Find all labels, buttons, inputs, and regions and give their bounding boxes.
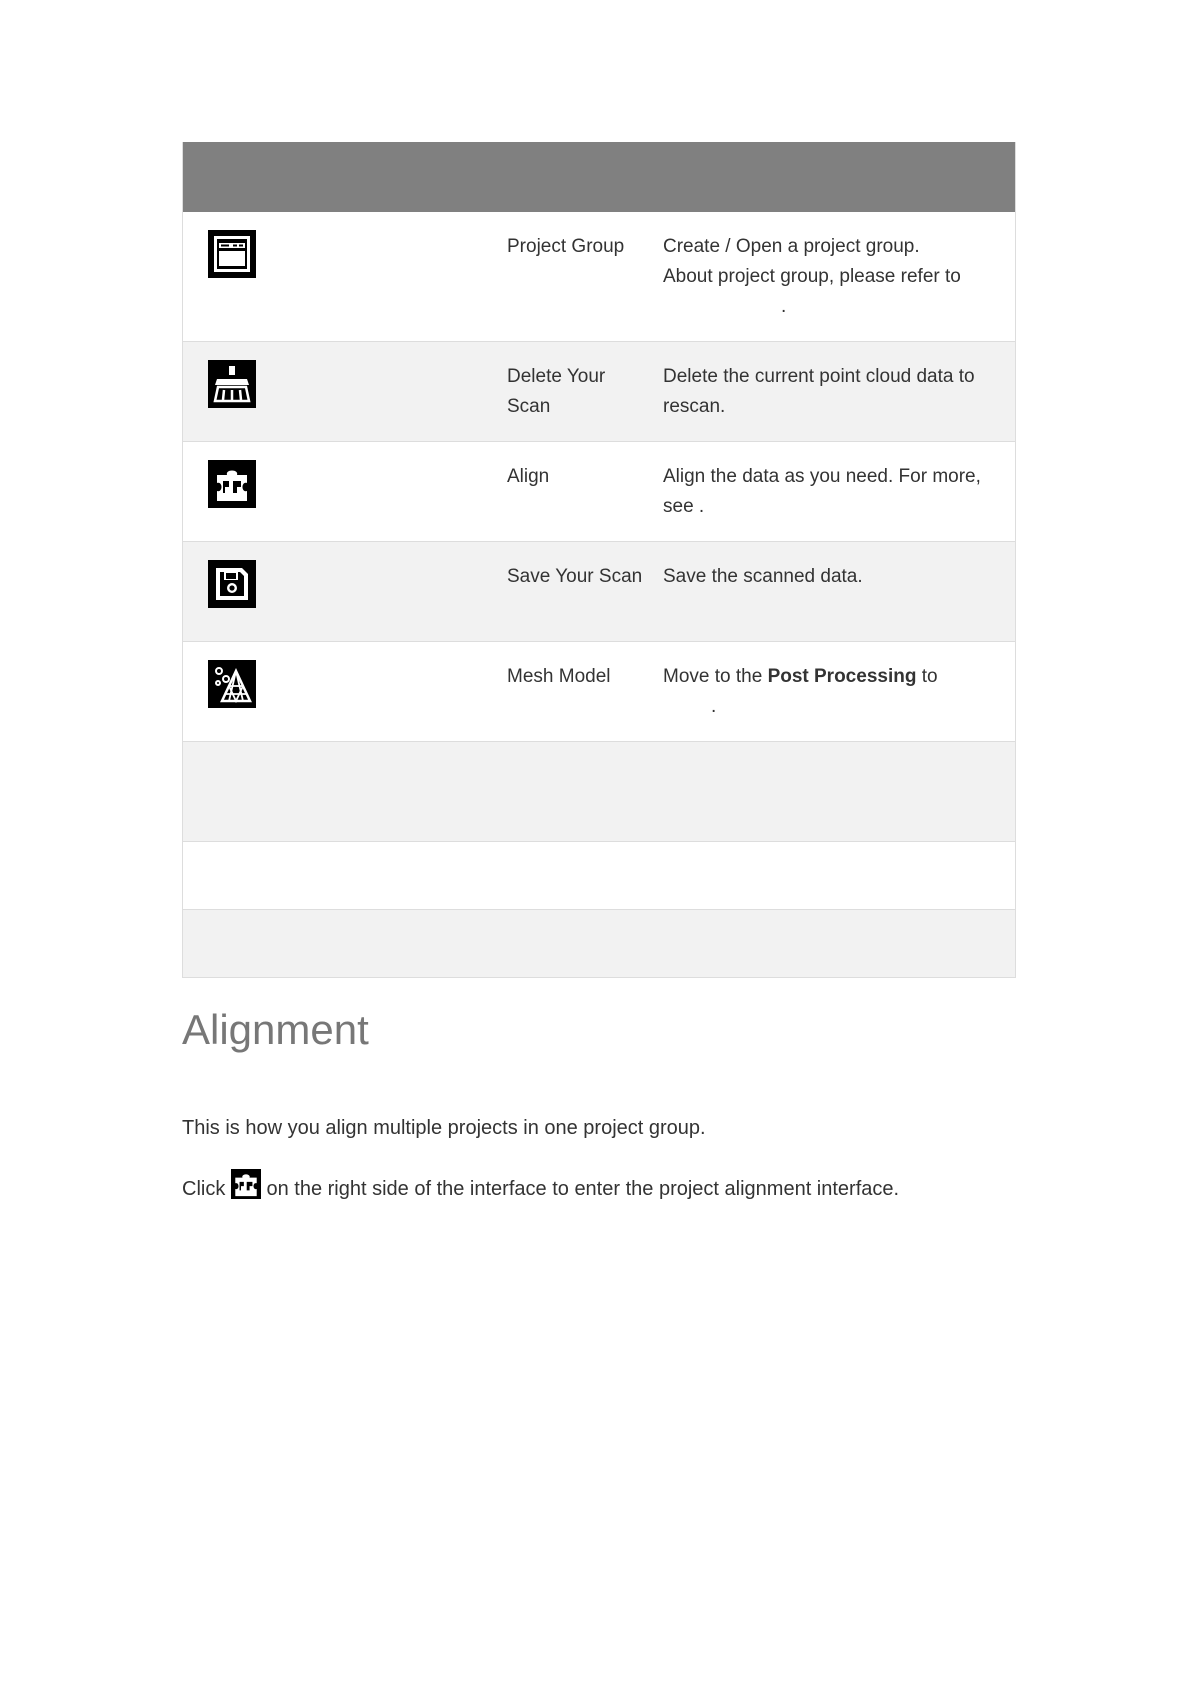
puzzle-icon — [231, 1169, 261, 1199]
post-processing-label: Post Processing — [767, 666, 917, 687]
table-row-empty — [183, 910, 1015, 978]
tool-description — [663, 562, 1003, 592]
project-group-icon — [208, 230, 256, 278]
tool-description — [663, 232, 1003, 322]
puzzle-icon — [208, 460, 256, 508]
desc-line: Delete the current point cloud data to — [663, 366, 975, 387]
desc-line: Align the data as you need. For more, — [663, 466, 981, 487]
tool-name: Delete Your Scan — [507, 366, 606, 417]
section-paragraph: This is how you align multiple projects in one project group. — [182, 1117, 706, 1139]
desc-line: About project group, please refer to — [663, 266, 961, 287]
mesh-icon — [208, 660, 256, 708]
table-row-empty — [183, 842, 1015, 910]
tool-name: Align — [507, 466, 550, 487]
table-row — [183, 442, 1015, 542]
tool-name: Save Your Scan — [507, 566, 643, 587]
section-paragraph-click — [182, 1169, 899, 1204]
table-row-empty — [183, 742, 1015, 842]
click-instruction-text: on the right side of the interface to enter the project alignment interface. — [266, 1178, 900, 1200]
tool-name: Project Group — [507, 236, 625, 257]
desc-line: Create / Open a project group. — [663, 236, 920, 257]
tool-description — [663, 662, 1003, 722]
desc-line: Move to the Post Processing to — [663, 666, 938, 687]
tool-name: Mesh Model — [507, 666, 611, 687]
save-icon — [208, 560, 256, 608]
desc-line: . — [711, 696, 717, 717]
table-row — [183, 212, 1015, 342]
tool-description — [663, 362, 1003, 422]
desc-line: see . — [663, 496, 705, 517]
desc-line: rescan. — [663, 396, 726, 417]
table-row — [183, 342, 1015, 442]
table-row — [183, 642, 1015, 742]
section-title: Alignment — [182, 1006, 369, 1053]
table-row — [183, 542, 1015, 642]
tools-table — [182, 142, 1016, 978]
desc-line: Save the scanned data. — [663, 566, 863, 587]
desc-line: . — [781, 296, 787, 317]
tool-description — [663, 462, 1003, 522]
broom-icon — [208, 360, 256, 408]
click-text: Click — [182, 1178, 226, 1200]
table-header — [183, 142, 1015, 212]
